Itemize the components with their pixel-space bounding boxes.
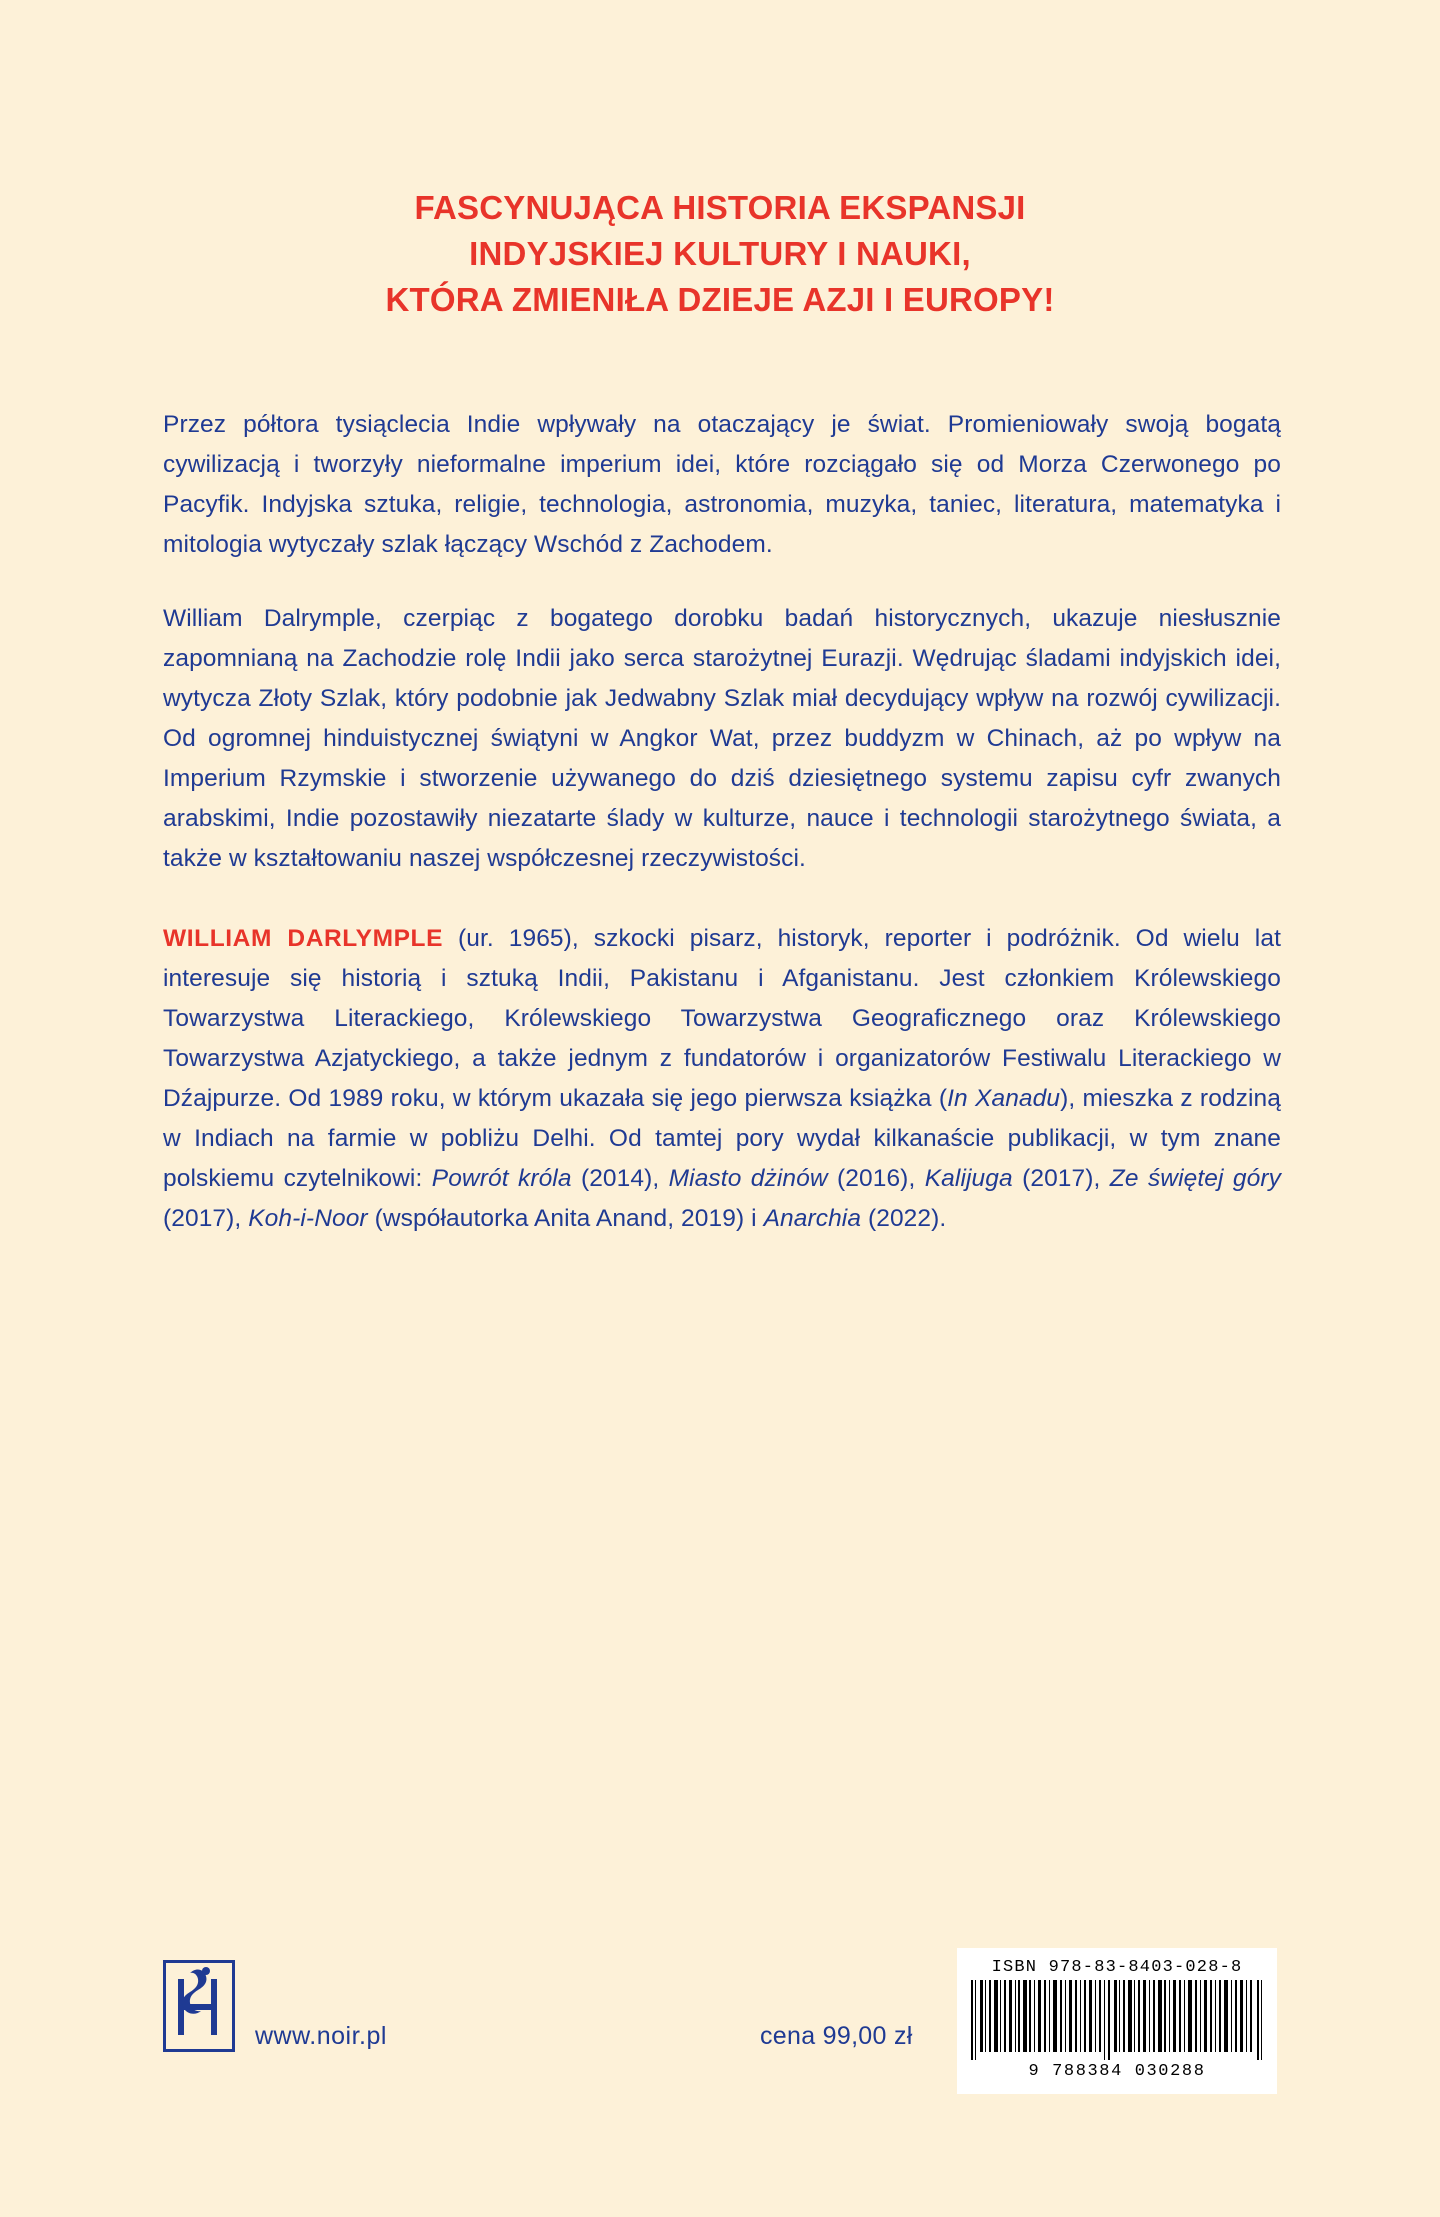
headline-line-1: FASCYNUJĄCA HISTORIA EKSPANSJI xyxy=(414,189,1026,226)
ean-digits: 9 788384 030288 xyxy=(1028,2062,1206,2081)
barcode-bars-icon xyxy=(969,1980,1265,2060)
publisher-logo-icon xyxy=(163,1960,235,2052)
price-label: cena 99,00 zł xyxy=(760,2022,913,2050)
book-title-koh-i-noor: Koh-i-Noor xyxy=(248,1205,368,1232)
bio-text-2: ), mieszka z rodziną w Indiach na farmie w pobliżu Delhi. Od tamtej pory wydał kilkanaście publikacji, w tym znane polskiemu czytelnikowi: xyxy=(163,1085,1281,1192)
author-name: WILLIAM DARLYMPLE xyxy=(163,925,444,952)
website-url[interactable]: www.noir.pl xyxy=(255,2022,387,2050)
book-year-kalijuga: (2017), xyxy=(1012,1165,1110,1192)
book-year-anarchia: (2022). xyxy=(861,1205,947,1232)
barcode-block xyxy=(957,1948,1277,2094)
book-year-miasto-dzinow: (2016), xyxy=(827,1165,925,1192)
footer xyxy=(0,1960,1440,2150)
blurb-paragraph-2: William Dalrymple, czerpiąc z bogatego dorobku badań historycznych, ukazuje niesłusznie zapomnianą na Zachodzie rolę Indii jako serca starożytnej Eurazji. Wędrując śladami indyjskich idei, wytycza Złoty Szlak, który podobnie jak Jedwabny Szlak miał decydujący wpływ na rozwój cywilizacji. Od ogromnej hinduistycznej świątyni w Angkor Wat, przez buddyzm w Chinach, aż po wpływ na Imperium Rzymskie i stworzenie używanego do dziś dziesiętnego systemu zapisu cyfr zwanych arabskimi, Indie pozostawiły niezatarte ślady w kulturze, nauce i technologii starożytnego świata, a także w kształtowaniu naszej współczesnej rzeczywistości. xyxy=(163,605,1281,872)
book-title-anarchia: Anarchia xyxy=(763,1205,862,1232)
headline-line-3: KTÓRA ZMIENIŁA DZIEJE AZJI I EUROPY! xyxy=(385,281,1055,318)
isbn-text: ISBN 978-83-8403-028-8 xyxy=(991,1958,1243,1977)
headline xyxy=(0,185,1440,323)
book-year-powrot-krola: (2014), xyxy=(571,1165,669,1192)
book-title-in-xanadu: In Xanadu xyxy=(947,1085,1061,1112)
book-title-powrot-krola: Powrót króla xyxy=(431,1165,572,1192)
book-title-kalijuga: Kalijuga xyxy=(924,1165,1013,1192)
headline-line-2: INDYJSKIEJ KULTURY I NAUKI, xyxy=(469,235,971,272)
bio-text-1: (ur. 1965), szkocki pisarz, historyk, reporter i podróżnik. Od wielu lat interesuje się historią i sztuką Indii, Pakistanu i Afganistanu. Jest członkiem Królewskiego Towarzystwa Literackiego, Królewskiego Towarzystwa Geograficznego oraz Królewskiego Towarzystwa Azjatyckiego, a także jednym z fundatorów i organizatorów Festiwalu Literackiego w Dźajpurze. Od 1989 roku, w którym ukazała się jego pierwsza książka ( xyxy=(163,925,1281,1112)
author-bio xyxy=(163,919,1281,1239)
blurb-paragraph-1: Przez półtora tysiąclecia Indie wpływały na otaczający je świat. Promieniowały swoją bogatą cywilizacją i tworzyły nieformalne imperium idei, które rozciągało się od Morza Czerwonego po Pacyfik. Indyjska sztuka, religie, technologia, astronomia, muzyka, taniec, literatura, matematyka i mitologia wytyczały szlak łączący Wschód z Zachodem. xyxy=(163,411,1281,558)
book-title-miasto-dzinow: Miasto dżinów xyxy=(668,1165,828,1192)
book-year-ze-swietej-gory: (2017), xyxy=(163,1205,249,1232)
blurb-content xyxy=(163,405,1281,1239)
bio-text-3: (współautorka Anita Anand, 2019) i xyxy=(367,1205,764,1232)
book-title-ze-swietej-gory: Ze świętej góry xyxy=(1109,1165,1281,1192)
